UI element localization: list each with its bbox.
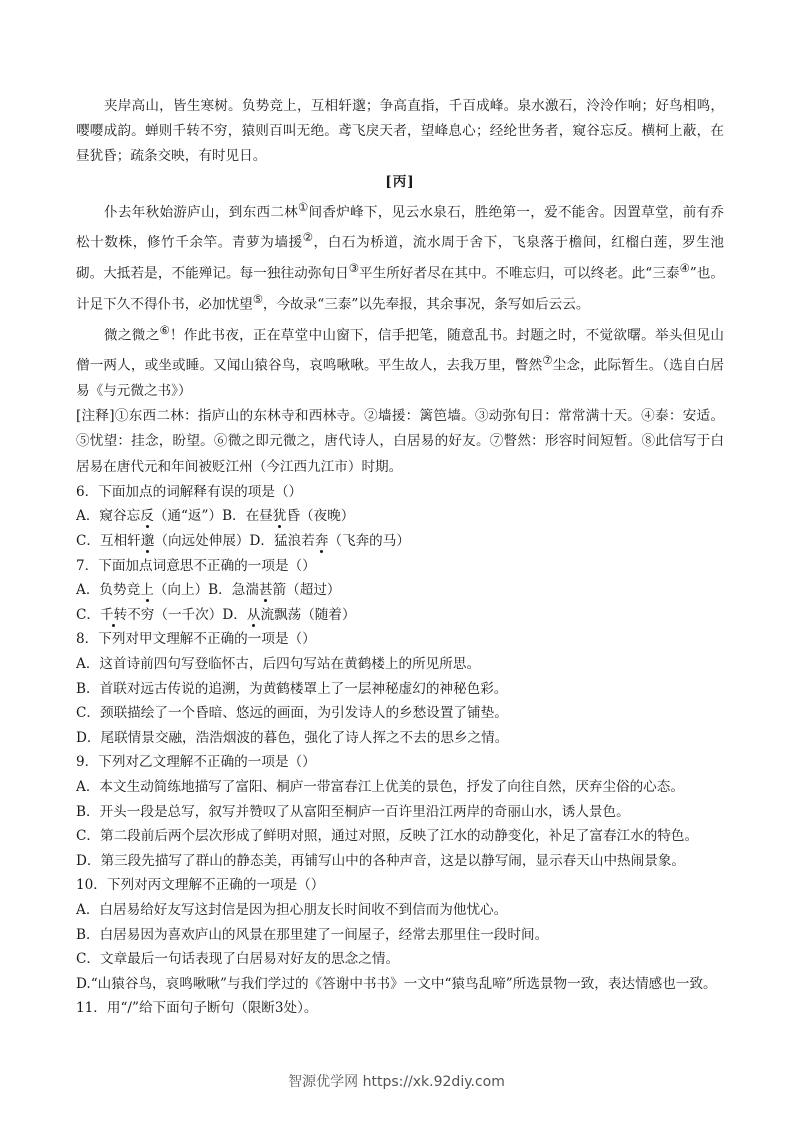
question-9-option-b: B．开头一段是总写，叙写并赞叹了从富阳至桐庐一百许里沿江两岸的奇丽山水，诱人景色。 (76, 803, 630, 820)
question-8-option-a: A．这首诗前四句写登临怀古，后四句写站在黄鹤楼上的所见所思。 (76, 655, 481, 672)
question-8-option-c: C．颈联描绘了一个昏暗、悠远的画面，为引发诗人的乡愁设置了铺垫。 (76, 705, 508, 722)
question-7-options-ab: A．负势竞上（向上）B．急湍甚箭（超过） (76, 582, 341, 599)
passage-bing-notes: [注释]①东西二林：指庐山的东林寺和西林寺。②墙援：篱笆墙。③动弥旬日：常常满十天。④泰：安适。⑤忧望：挂念，盼望。⑥微之即元微之，唐代诗人，白居易的好友。⑦瞥然：形容时间短暂。⑧此信写于白居易在唐代元和年间被贬江州（今江西九江市）时期。 (76, 408, 724, 475)
question-10-option-a: A．白居易给好友写这封信是因为担心朋友长时间收不到信而为他忧心。 (76, 901, 508, 918)
dotted-word: 千转 (100, 606, 128, 623)
passage-yi-tail: 夹岸高山，皆生寒树。负势竞上，互相轩邈；争高直指，千百成峰。泉水激石，泠泠作响；好鸟相鸣，嘤嘤成韵。蝉则千转不穷，猿则百叫无绝。鸢飞戾天者，望峰息心；经纶世务者，窥谷忘反。横柯上蔽，在昼犹昏；疏条交映，有时见日。 (76, 98, 724, 165)
question-8-option-b: B．首联对远古传说的追溯，为黄鹤楼罩上了一层神秘虚幻的神秘色彩。 (76, 680, 508, 697)
question-10-option-b: B．白居易因为喜欢庐山的风景在那里建了一间屋子，经常去那里住一段时间。 (76, 926, 549, 943)
question-7-stem: 7．下面加点词意思不正确的一项是（） (76, 557, 316, 574)
question-9-stem: 9．下列对乙文理解不正确的一项是（） (76, 754, 316, 771)
dotted-word: 从 (246, 606, 261, 623)
question-6-stem: 6．下面加点的词解释有误的项是（） (76, 483, 303, 500)
question-10-option-c: C．文章最后一句话表现了白居易对好友的思念之情。 (76, 951, 400, 968)
question-8-stem: 8．下列对甲文理解不正确的一项是（） (76, 631, 316, 648)
dotted-word: 上 (140, 582, 154, 599)
question-7-options-cd: C．千转不穷（一千次）D．从流飘荡（随着） (76, 606, 356, 623)
dotted-word: 犹 (272, 508, 287, 525)
footer-watermark: 智源优学网 https://xk.92diy.com (288, 1074, 505, 1090)
dotted-word: 甚 (258, 582, 273, 599)
passage-bing-para1: 仆去年秋始游庐山，到东西二林①间香炉峰下，见云水泉石，胜绝第一，爱不能舍。因置草堂，前有乔松十数株，修竹千余竿。青萝为墙援②，白石为桥道，流水周于舍下，飞泉落于檐间，红榴白莲，罗生池砌。大抵若是，不能殚记。每一独往动弥旬日③平生所好者尽在其中。不唯忘归，可以终老。此“三泰④”也。计足下久不得仆书，必加忧望⑤，今故录“三泰”以先奉报，其余事况，条写如后云云。 (76, 199, 725, 313)
question-6-options-cd: C．互相轩邈（向远处伸展）D．猛浪若奔（飞奔的马） (76, 533, 410, 550)
question-8-option-d: D．尾联情景交融，浩浩烟波的暮色，强化了诗人挥之不去的思乡之情。 (76, 729, 509, 746)
question-11-stem: 11．用“/”给下面句子断句（限断3处）。 (76, 1000, 318, 1017)
dotted-word: 奔 (314, 533, 329, 550)
question-9-option-d: D．第三段先描写了群山的静态美，再铺写山中的各种声音，这是以静写闹，显示春天山中热闹景象。 (76, 852, 686, 869)
dotted-word: 邈 (140, 533, 155, 550)
question-9-option-c: C．第二段前后两个层次形成了鲜明对照，通过对照，反映了江水的动静变化，补足了富春江水的特色。 (76, 828, 699, 845)
passage-bing-title: [丙] (385, 173, 415, 190)
question-9-option-a: A．本文生动简练地描写了富阳、桐庐一带富春江上优美的景色，抒发了向往自然，厌弃尘俗的心态。 (76, 778, 684, 795)
passage-bing-para2: 微之微之⑥！作此书夜，正在草堂中山窗下，信手把笔，随意乱书。封题之时，不觉欲曙。举头但见山僧一两人，或坐或睡。又闻山猿谷鸟，哀鸣啾啾。平生故人，去我万里，瞥然⑦尘念，此际暂生。（选自白居易《与元微之书》） (76, 322, 725, 400)
dotted-word: 反 (140, 508, 154, 525)
question-10-option-d: D.“山猿谷鸟，哀鸣啾啾”与我们学过的《答谢中书书》一文中“猿鸟乱啼”所选景物一致，表达情感也一致。 (76, 975, 717, 992)
document-page (76, 94, 724, 1021)
question-10-stem: 10．下列对丙文理解不正确的一项是（） (76, 877, 325, 894)
question-6-options-ab: A．窥谷忘反（通“返”）B．在昼犹昏（夜晚） (76, 508, 355, 525)
